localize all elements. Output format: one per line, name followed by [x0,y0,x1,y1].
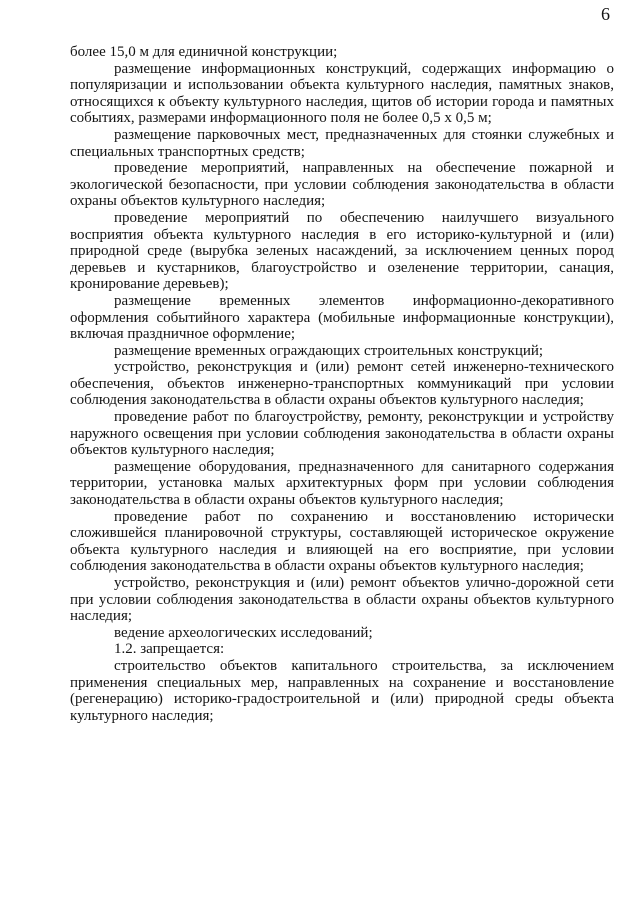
paragraph: проведение работ по благоустройству, ремонту, реконструкции и устройству наружного освещения при условии соблюдения законодательства в области охраны объектов культурного наследия; [70,409,614,459]
paragraph: размещение временных элементов информационно-декоративного оформления событийного характера (мобильные информационные конструкции), включая праздничное оформление; [70,292,614,343]
paragraph: размещение информационных конструкций, содержащих информацию о популяризации и использовании объекта культурного наследия, памятных знаков, относящихся к объекту культурного наследия, щитов об истории города и памятных событиях, размерами информационного поля не более 0,5 х 0,5 м; [70,60,614,127]
paragraph: размещение парковочных мест, предназначенных для стоянки служебных и специальных транспортных средств; [70,126,614,160]
paragraph: размещение оборудования, предназначенного для санитарного содержания территории, установка малых архитектурных форм при условии соблюдения законодательства в области охраны объектов культурного наследия; [70,458,614,509]
paragraph: проведение мероприятий по обеспечению наилучшего визуального восприятия объекта культурного наследия в его историко-культурной и (или) природной среде (вырубка зеленых насаждений, за исключением ценных пород деревьев и кустарников, благоустройство и озеленение территории, санация, кронирование деревьев); [70,209,614,293]
paragraph: размещение временных ограждающих строительных конструкций; [114,342,544,359]
paragraph: строительство объектов капитального строительства, за исключением применения специальных мер, направленных на сохранение и восстановление (регенерацию) историко-градостроительной и (или) природной среды объекта культурного наследия; [70,657,614,724]
paragraph: устройство, реконструкция и (или) ремонт объектов улично-дорожной сети при условии соблюдения законодательства в области охраны объектов культурного наследия; [70,575,614,625]
document-body [70,44,614,724]
section-heading: 1.2. запрещается: [114,641,225,658]
page-number: 6 [601,4,610,24]
paragraph: ведение археологических исследований; [114,624,373,641]
paragraph: проведение работ по сохранению и восстановлению исторически сложившейся планировочной структуры, составляющей историческое окружение объекта культурного наследия и влияющей на его восприятие, при условии соблюдения законодательства в области охраны объектов культурного наследия; [70,508,614,575]
paragraph: проведение мероприятий, направленных на обеспечение пожарной и экологической безопасности, при условии соблюдения законодательства в области охраны объектов культурного наследия; [70,160,614,210]
paragraph: устройство, реконструкция и (или) ремонт сетей инженерно-технического обеспечения, объектов инженерно-транспортных коммуникаций при условии соблюдения законодательства в области охраны объектов культурного наследия; [70,359,614,409]
paragraph: более 15,0 м для единичной конструкции; [70,44,338,60]
